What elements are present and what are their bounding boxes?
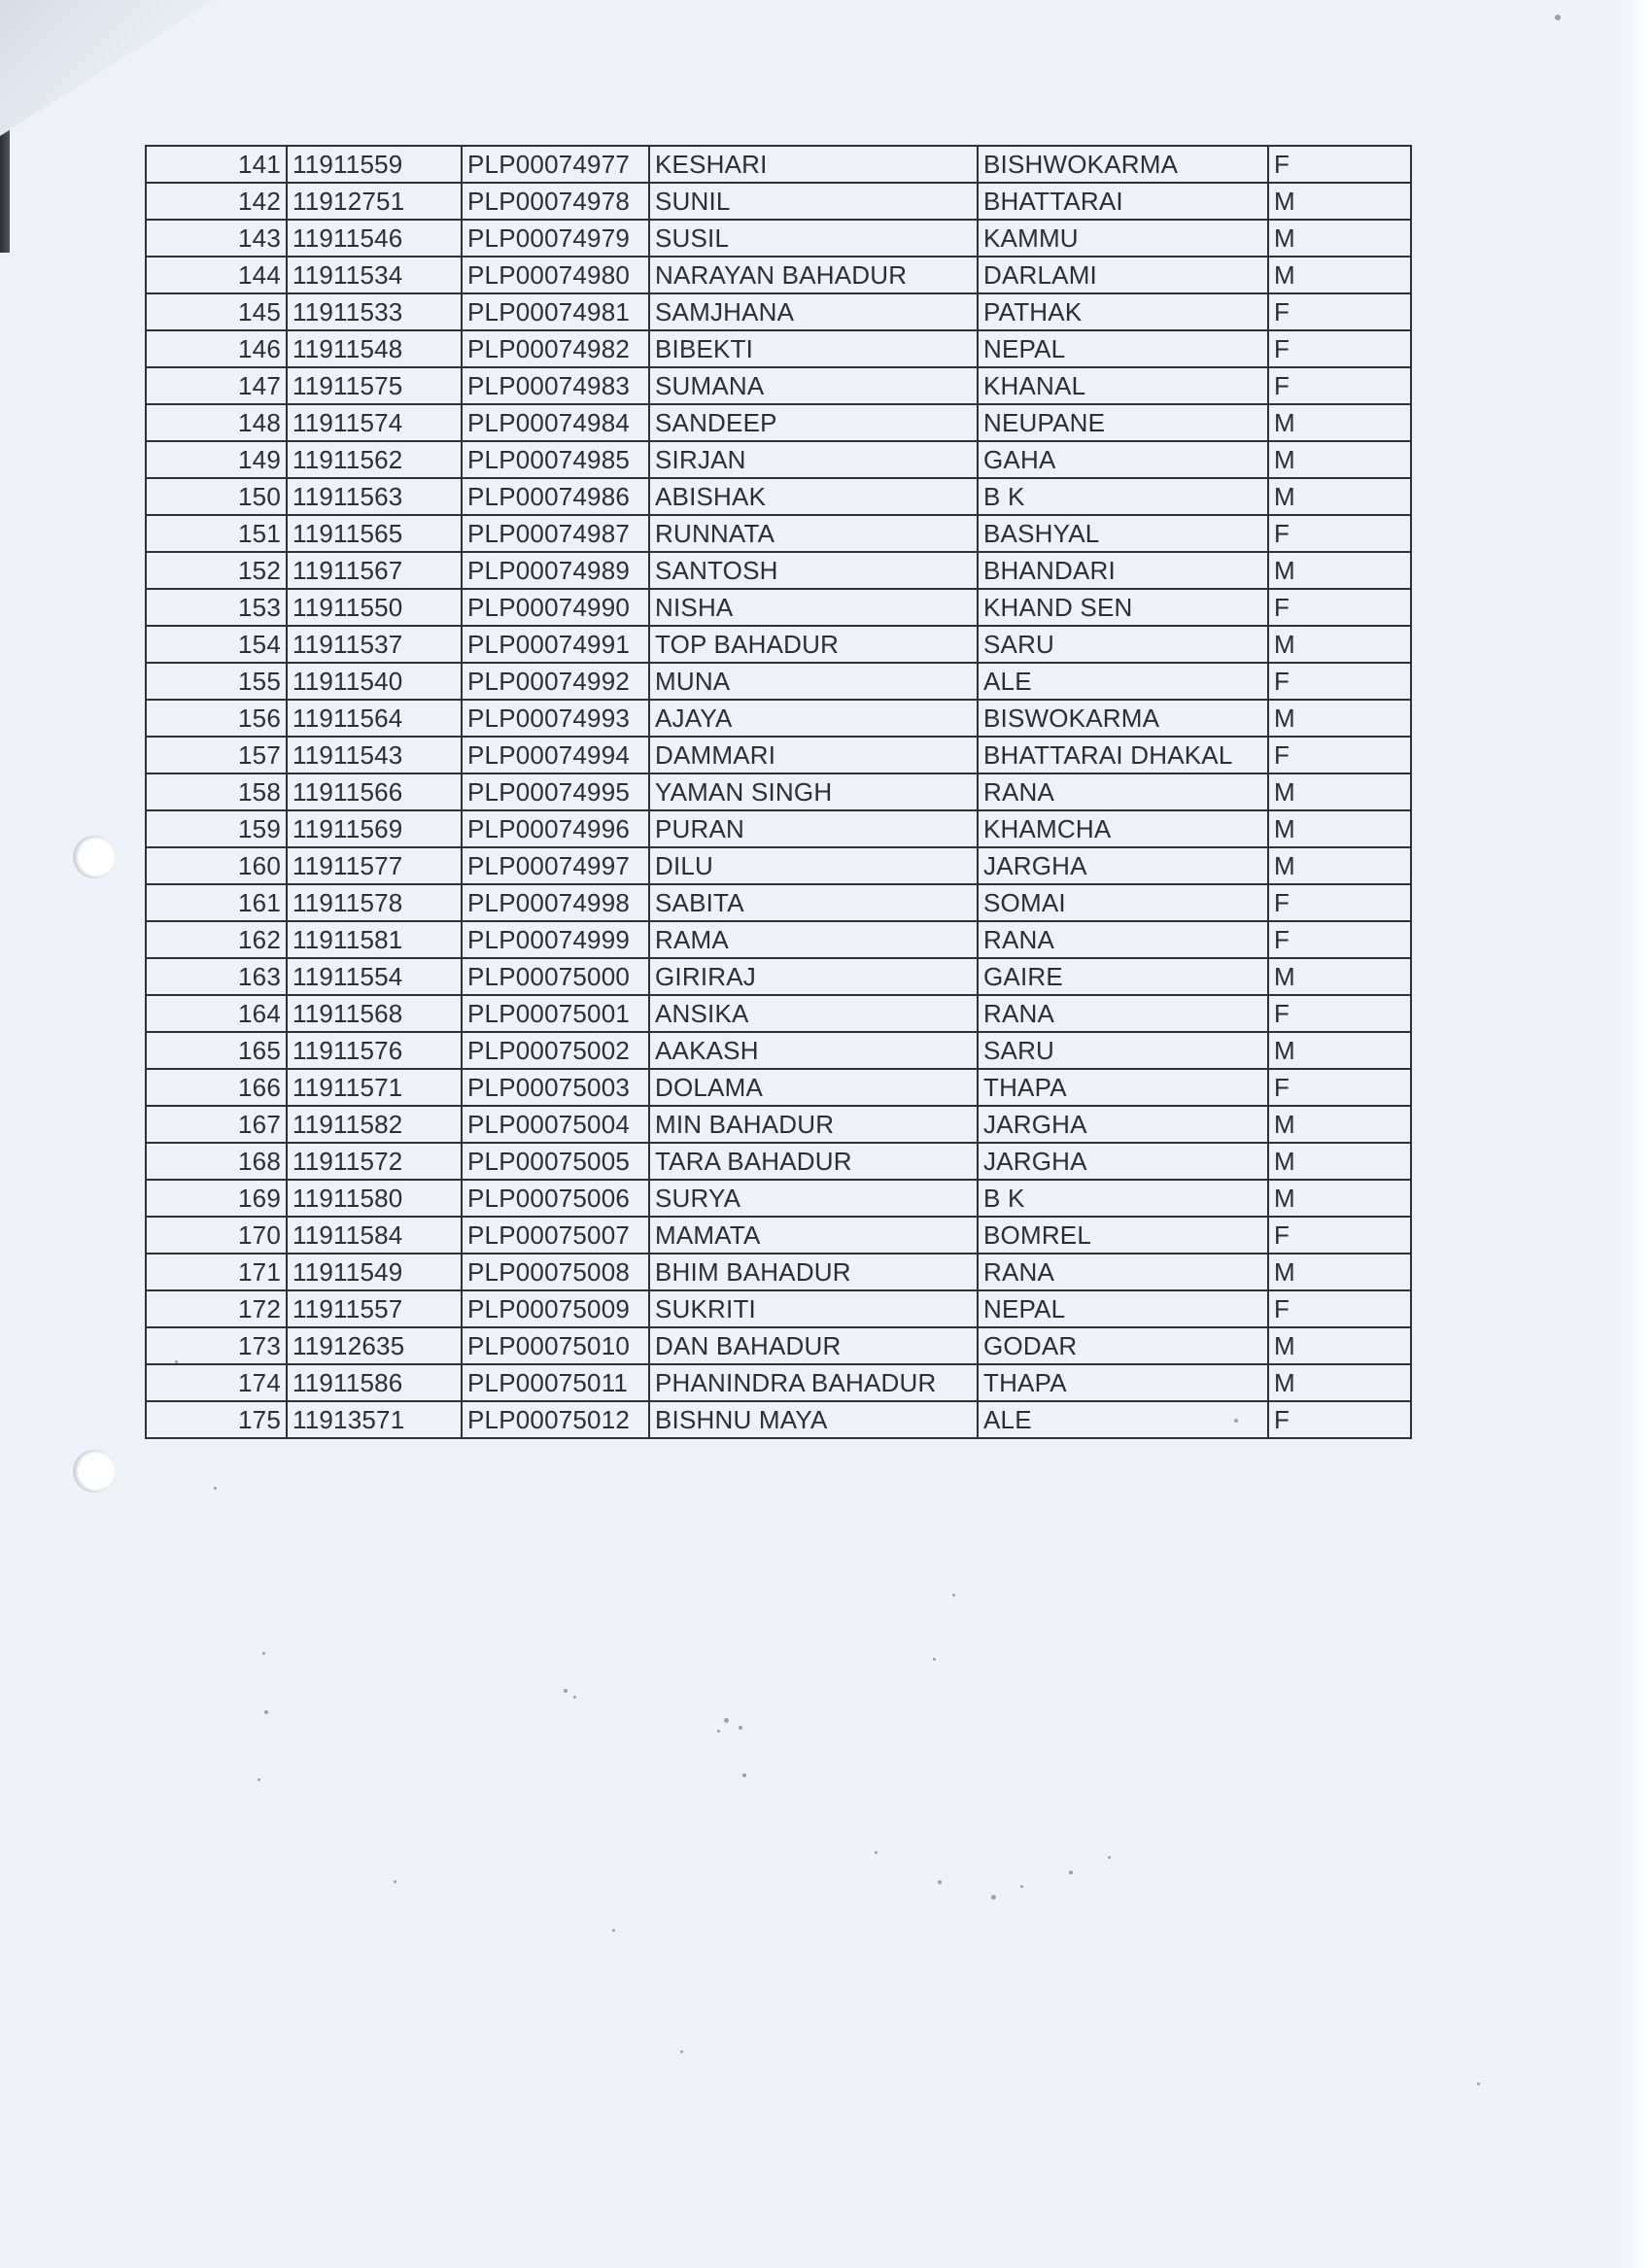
gender-cell: M: [1268, 552, 1411, 589]
serial-number-cell: 142: [146, 183, 287, 220]
table-row: [146, 737, 1411, 773]
roll-number-cell: 11911580: [287, 1180, 462, 1217]
first-name-cell: SAMJHANA: [649, 293, 978, 330]
table-row: [146, 1290, 1411, 1327]
registration-number-cell: PLP00074982: [462, 330, 649, 367]
serial-number-cell: 159: [146, 810, 287, 847]
registration-number-cell: PLP00074989: [462, 552, 649, 589]
roll-number-cell: 11911562: [287, 441, 462, 478]
scan-speck: [933, 1658, 936, 1661]
registration-number-cell: PLP00074978: [462, 183, 649, 220]
serial-number-cell: 164: [146, 995, 287, 1032]
scan-speck: [680, 2050, 683, 2053]
roll-number-cell: 11911578: [287, 884, 462, 921]
registration-number-cell: PLP00074990: [462, 589, 649, 626]
roll-number-cell: 11911550: [287, 589, 462, 626]
serial-number-cell: 144: [146, 257, 287, 293]
serial-number-cell: 145: [146, 293, 287, 330]
first-name-cell: MIN BAHADUR: [649, 1106, 978, 1143]
table-row: [146, 663, 1411, 700]
registration-number-cell: PLP00075002: [462, 1032, 649, 1069]
registration-number-cell: PLP00074998: [462, 884, 649, 921]
registration-number-cell: PLP00075009: [462, 1290, 649, 1327]
scan-speck: [1555, 15, 1561, 20]
last-name-cell: BHANDARI: [978, 552, 1268, 589]
first-name-cell: NISHA: [649, 589, 978, 626]
serial-number-cell: 141: [146, 146, 287, 183]
first-name-cell: MUNA: [649, 663, 978, 700]
last-name-cell: BHATTARAI DHAKAL: [978, 737, 1268, 773]
gender-cell: F: [1268, 1217, 1411, 1254]
roll-number-cell: 11912635: [287, 1327, 462, 1364]
last-name-cell: BOMREL: [978, 1217, 1268, 1254]
first-name-cell: NARAYAN BAHADUR: [649, 257, 978, 293]
serial-number-cell: 172: [146, 1290, 287, 1327]
registration-number-cell: PLP00075005: [462, 1143, 649, 1180]
last-name-cell: SARU: [978, 1032, 1268, 1069]
table-row: [146, 810, 1411, 847]
first-name-cell: YAMAN SINGH: [649, 773, 978, 810]
serial-number-cell: 149: [146, 441, 287, 478]
last-name-cell: GAIRE: [978, 958, 1268, 995]
table-row: [146, 1217, 1411, 1254]
serial-number-cell: 170: [146, 1217, 287, 1254]
table-row: [146, 884, 1411, 921]
gender-cell: F: [1268, 737, 1411, 773]
gender-cell: M: [1268, 1032, 1411, 1069]
gender-cell: M: [1268, 1254, 1411, 1290]
first-name-cell: SUKRITI: [649, 1290, 978, 1327]
table-row: [146, 1032, 1411, 1069]
scan-speck: [264, 1710, 268, 1714]
serial-number-cell: 168: [146, 1143, 287, 1180]
scan-speck: [991, 1895, 996, 1900]
serial-number-cell: 163: [146, 958, 287, 995]
gender-cell: F: [1268, 1290, 1411, 1327]
scan-speck: [258, 1778, 260, 1781]
roll-number-cell: 11911540: [287, 663, 462, 700]
registration-number-cell: PLP00074987: [462, 515, 649, 552]
first-name-cell: BIBEKTI: [649, 330, 978, 367]
roll-number-cell: 11911577: [287, 847, 462, 884]
first-name-cell: MAMATA: [649, 1217, 978, 1254]
serial-number-cell: 173: [146, 1327, 287, 1364]
serial-number-cell: 148: [146, 404, 287, 441]
table-row: [146, 1327, 1411, 1364]
roll-number-cell: 11911581: [287, 921, 462, 958]
scan-speck: [214, 1487, 217, 1490]
scan-speck: [262, 1652, 265, 1655]
last-name-cell: GODAR: [978, 1327, 1268, 1364]
scan-speck: [1020, 1885, 1023, 1888]
last-name-cell: SOMAI: [978, 884, 1268, 921]
serial-number-cell: 158: [146, 773, 287, 810]
roll-number-cell: 11911574: [287, 404, 462, 441]
gender-cell: F: [1268, 146, 1411, 183]
roll-number-cell: 11911534: [287, 257, 462, 293]
first-name-cell: TARA BAHADUR: [649, 1143, 978, 1180]
serial-number-cell: 166: [146, 1069, 287, 1106]
registration-number-cell: PLP00074985: [462, 441, 649, 478]
scan-speck: [724, 1718, 729, 1723]
last-name-cell: KHAMCHA: [978, 810, 1268, 847]
table-row: [146, 1180, 1411, 1217]
gender-cell: M: [1268, 1106, 1411, 1143]
first-name-cell: BHIM BAHADUR: [649, 1254, 978, 1290]
roll-number-cell: 11911563: [287, 478, 462, 515]
registration-number-cell: PLP00075012: [462, 1401, 649, 1438]
scan-speck: [717, 1730, 720, 1733]
gender-cell: M: [1268, 700, 1411, 737]
roll-number-cell: 11911559: [287, 146, 462, 183]
gender-cell: M: [1268, 847, 1411, 884]
first-name-cell: SUNIL: [649, 183, 978, 220]
table-row: [146, 1069, 1411, 1106]
punch-hole-bottom: [73, 1450, 116, 1493]
registration-number-cell: PLP00074997: [462, 847, 649, 884]
first-name-cell: SABITA: [649, 884, 978, 921]
table-row: [146, 1143, 1411, 1180]
table-row: [146, 220, 1411, 257]
scan-speck: [612, 1929, 615, 1932]
first-name-cell: KESHARI: [649, 146, 978, 183]
registration-number-cell: PLP00074983: [462, 367, 649, 404]
gender-cell: F: [1268, 663, 1411, 700]
gender-cell: M: [1268, 810, 1411, 847]
first-name-cell: SURYA: [649, 1180, 978, 1217]
last-name-cell: ALE: [978, 663, 1268, 700]
serial-number-cell: 157: [146, 737, 287, 773]
roll-number-cell: 11911576: [287, 1032, 462, 1069]
roll-number-cell: 11911546: [287, 220, 462, 257]
roll-number-cell: 11911533: [287, 293, 462, 330]
registration-number-cell: PLP00075003: [462, 1069, 649, 1106]
registration-number-cell: PLP00075011: [462, 1364, 649, 1401]
roll-number-cell: 11911586: [287, 1364, 462, 1401]
gender-cell: F: [1268, 589, 1411, 626]
table-row: [146, 1364, 1411, 1401]
gender-cell: M: [1268, 626, 1411, 663]
first-name-cell: SIRJAN: [649, 441, 978, 478]
scan-speck: [1477, 2082, 1480, 2085]
registration-number-cell: PLP00074986: [462, 478, 649, 515]
first-name-cell: PHANINDRA BAHADUR: [649, 1364, 978, 1401]
roll-number-cell: 11913571: [287, 1401, 462, 1438]
gender-cell: F: [1268, 921, 1411, 958]
serial-number-cell: 143: [146, 220, 287, 257]
last-name-cell: NEPAL: [978, 1290, 1268, 1327]
gender-cell: F: [1268, 1069, 1411, 1106]
scan-speck: [739, 1726, 742, 1730]
roll-number-cell: 11911571: [287, 1069, 462, 1106]
last-name-cell: THAPA: [978, 1069, 1268, 1106]
table-row: [146, 1106, 1411, 1143]
first-name-cell: ABISHAK: [649, 478, 978, 515]
last-name-cell: RANA: [978, 921, 1268, 958]
serial-number-cell: 175: [146, 1401, 287, 1438]
gender-cell: M: [1268, 1180, 1411, 1217]
gender-cell: M: [1268, 478, 1411, 515]
roll-number-cell: 11911582: [287, 1106, 462, 1143]
scan-speck: [573, 1696, 576, 1699]
scan-speck: [938, 1880, 942, 1884]
table-row: [146, 404, 1411, 441]
gender-cell: M: [1268, 441, 1411, 478]
last-name-cell: RANA: [978, 1254, 1268, 1290]
registration-number-cell: PLP00074999: [462, 921, 649, 958]
registration-number-cell: PLP00074991: [462, 626, 649, 663]
registration-number-cell: PLP00074992: [462, 663, 649, 700]
gender-cell: F: [1268, 367, 1411, 404]
scan-speck: [1108, 1856, 1111, 1859]
serial-number-cell: 147: [146, 367, 287, 404]
serial-number-cell: 156: [146, 700, 287, 737]
serial-number-cell: 153: [146, 589, 287, 626]
serial-number-cell: 146: [146, 330, 287, 367]
gender-cell: M: [1268, 1327, 1411, 1364]
registration-number-cell: PLP00074995: [462, 773, 649, 810]
table-row: [146, 626, 1411, 663]
last-name-cell: B K: [978, 478, 1268, 515]
gender-cell: M: [1268, 257, 1411, 293]
gender-cell: M: [1268, 958, 1411, 995]
gender-cell: M: [1268, 183, 1411, 220]
roll-number-cell: 11911564: [287, 700, 462, 737]
gender-cell: M: [1268, 1364, 1411, 1401]
first-name-cell: SANDEEP: [649, 404, 978, 441]
last-name-cell: BHATTARAI: [978, 183, 1268, 220]
scan-speck: [1069, 1871, 1073, 1874]
gender-cell: M: [1268, 404, 1411, 441]
registration-number-cell: PLP00074979: [462, 220, 649, 257]
last-name-cell: NEPAL: [978, 330, 1268, 367]
roll-number-cell: 11911569: [287, 810, 462, 847]
registration-number-cell: PLP00075000: [462, 958, 649, 995]
first-name-cell: AAKASH: [649, 1032, 978, 1069]
serial-number-cell: 152: [146, 552, 287, 589]
table-row: [146, 367, 1411, 404]
registration-number-cell: PLP00074984: [462, 404, 649, 441]
table-row: [146, 257, 1411, 293]
serial-number-cell: 150: [146, 478, 287, 515]
table-row: [146, 773, 1411, 810]
table-row: [146, 330, 1411, 367]
table-row: [146, 1401, 1411, 1438]
roll-number-cell: 11911548: [287, 330, 462, 367]
roll-number-cell: 11911584: [287, 1217, 462, 1254]
scan-speck: [875, 1851, 878, 1854]
serial-number-cell: 169: [146, 1180, 287, 1217]
registration-number-cell: PLP00075010: [462, 1327, 649, 1364]
serial-number-cell: 154: [146, 626, 287, 663]
roll-number-cell: 11911566: [287, 773, 462, 810]
gender-cell: F: [1268, 293, 1411, 330]
roll-number-cell: 11911565: [287, 515, 462, 552]
roll-number-cell: 11911575: [287, 367, 462, 404]
serial-number-cell: 155: [146, 663, 287, 700]
serial-number-cell: 151: [146, 515, 287, 552]
serial-number-cell: 165: [146, 1032, 287, 1069]
roll-number-cell: 11911572: [287, 1143, 462, 1180]
last-name-cell: SARU: [978, 626, 1268, 663]
gender-cell: M: [1268, 1143, 1411, 1180]
serial-number-cell: 161: [146, 884, 287, 921]
last-name-cell: ALE: [978, 1401, 1268, 1438]
registration-number-cell: PLP00074981: [462, 293, 649, 330]
serial-number-cell: 162: [146, 921, 287, 958]
last-name-cell: B K: [978, 1180, 1268, 1217]
table-row: [146, 515, 1411, 552]
table-row: [146, 478, 1411, 515]
roll-number-cell: 11912751: [287, 183, 462, 220]
scan-speck: [564, 1689, 568, 1693]
last-name-cell: GAHA: [978, 441, 1268, 478]
roll-number-cell: 11911549: [287, 1254, 462, 1290]
registration-number-cell: PLP00074994: [462, 737, 649, 773]
last-name-cell: RANA: [978, 773, 1268, 810]
serial-number-cell: 174: [146, 1364, 287, 1401]
last-name-cell: PATHAK: [978, 293, 1268, 330]
last-name-cell: BISWOKARMA: [978, 700, 1268, 737]
serial-number-cell: 160: [146, 847, 287, 884]
last-name-cell: KHANAL: [978, 367, 1268, 404]
table-row: [146, 995, 1411, 1032]
table-row: [146, 146, 1411, 183]
first-name-cell: SUMANA: [649, 367, 978, 404]
last-name-cell: KAMMU: [978, 220, 1268, 257]
first-name-cell: GIRIRAJ: [649, 958, 978, 995]
last-name-cell: THAPA: [978, 1364, 1268, 1401]
roll-number-cell: 11911557: [287, 1290, 462, 1327]
scan-speck: [952, 1594, 955, 1597]
table-row: [146, 958, 1411, 995]
first-name-cell: SANTOSH: [649, 552, 978, 589]
gender-cell: F: [1268, 884, 1411, 921]
registration-number-cell: PLP00075001: [462, 995, 649, 1032]
registration-number-cell: PLP00075007: [462, 1217, 649, 1254]
first-name-cell: TOP BAHADUR: [649, 626, 978, 663]
registration-number-cell: PLP00074980: [462, 257, 649, 293]
serial-number-cell: 167: [146, 1106, 287, 1143]
table-row: [146, 441, 1411, 478]
gender-cell: F: [1268, 995, 1411, 1032]
first-name-cell: ANSIKA: [649, 995, 978, 1032]
last-name-cell: JARGHA: [978, 1106, 1268, 1143]
first-name-cell: BISHNU MAYA: [649, 1401, 978, 1438]
registration-number-cell: PLP00074977: [462, 146, 649, 183]
page-right-edge: [1617, 0, 1652, 2268]
first-name-cell: RUNNATA: [649, 515, 978, 552]
first-name-cell: SUSIL: [649, 220, 978, 257]
last-name-cell: BISHWOKARMA: [978, 146, 1268, 183]
last-name-cell: JARGHA: [978, 847, 1268, 884]
roll-number-cell: 11911554: [287, 958, 462, 995]
last-name-cell: DARLAMI: [978, 257, 1268, 293]
table-row: [146, 293, 1411, 330]
punch-hole-top: [73, 836, 116, 878]
table-row: [146, 552, 1411, 589]
registration-number-cell: PLP00075006: [462, 1180, 649, 1217]
table-row: [146, 1254, 1411, 1290]
first-name-cell: PURAN: [649, 810, 978, 847]
scan-speck: [742, 1773, 746, 1777]
gender-cell: M: [1268, 773, 1411, 810]
first-name-cell: DAMMARI: [649, 737, 978, 773]
registration-number-cell: PLP00074993: [462, 700, 649, 737]
gender-cell: M: [1268, 220, 1411, 257]
roll-number-cell: 11911537: [287, 626, 462, 663]
table-row: [146, 589, 1411, 626]
first-name-cell: DILU: [649, 847, 978, 884]
table-row: [146, 921, 1411, 958]
last-name-cell: KHAND SEN: [978, 589, 1268, 626]
folded-corner: [0, 0, 214, 136]
registration-number-cell: PLP00075004: [462, 1106, 649, 1143]
serial-number-cell: 171: [146, 1254, 287, 1290]
gender-cell: F: [1268, 1401, 1411, 1438]
roll-number-cell: 11911567: [287, 552, 462, 589]
registration-number-cell: PLP00074996: [462, 810, 649, 847]
roll-number-cell: 11911568: [287, 995, 462, 1032]
table-row: [146, 183, 1411, 220]
gender-cell: F: [1268, 515, 1411, 552]
roll-number-cell: 11911543: [287, 737, 462, 773]
registration-number-cell: PLP00075008: [462, 1254, 649, 1290]
scan-speck: [394, 1880, 396, 1883]
last-name-cell: RANA: [978, 995, 1268, 1032]
table-row: [146, 847, 1411, 884]
student-list-body: [146, 146, 1411, 1438]
first-name-cell: DAN BAHADUR: [649, 1327, 978, 1364]
first-name-cell: RAMA: [649, 921, 978, 958]
last-name-cell: BASHYAL: [978, 515, 1268, 552]
first-name-cell: DOLAMA: [649, 1069, 978, 1106]
table-row: [146, 700, 1411, 737]
first-name-cell: AJAYA: [649, 700, 978, 737]
last-name-cell: JARGHA: [978, 1143, 1268, 1180]
student-list-table: [145, 145, 1412, 1439]
last-name-cell: NEUPANE: [978, 404, 1268, 441]
gender-cell: F: [1268, 330, 1411, 367]
